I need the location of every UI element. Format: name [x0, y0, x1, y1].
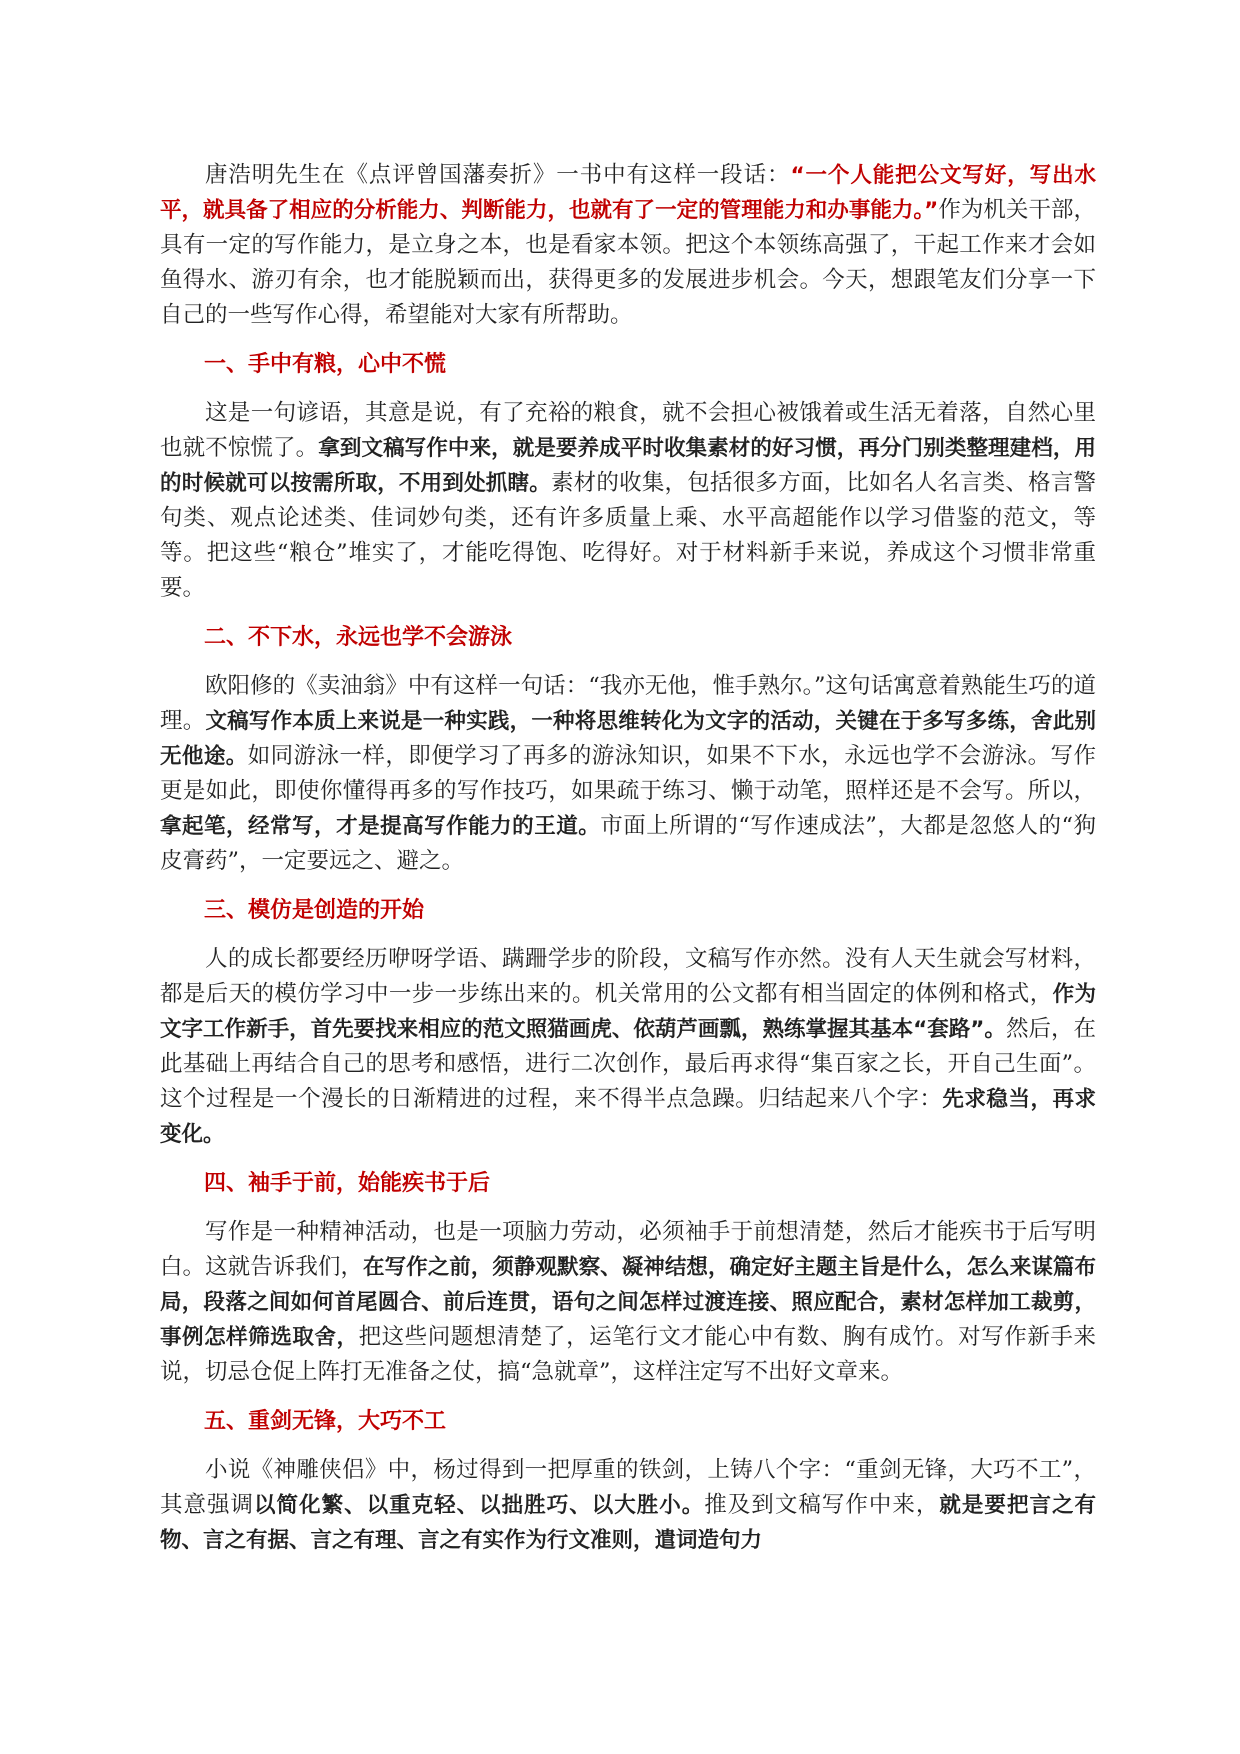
s2-bold-1: 文稿写作本质上来说是一种实践，一种将思维转化为文字的活动，关键在于多写多练，舍此别无他途。 [160, 709, 1096, 769]
s5-text-1: 小说《神雕侠侣》中，杨过得到一把厚重的铁剑，上铸八个字：“重剑无锋，大巧不工”，其意强调 [160, 1457, 1096, 1518]
s2-text-1: 欧阳修的《卖油翁》中有这样一句话：“我亦无他，惟手熟尔。”这句话寓意着熟能生巧的道理。 [160, 673, 1096, 734]
intro-red-quote: “一个人能把公文写好，写出水平，就具备了相应的分析能力、判断能力，也就有了一定的管理能力和办事能力。” [160, 163, 1096, 223]
s1-text-1: 这是一句谚语，其意是说，有了充裕的粮食，就不会担心被饿着或生活无着落，自然心里也就不惊慌了。 [160, 400, 1096, 461]
section-1-heading: 一、手中有粮，心中不慌 [204, 352, 447, 377]
intro-text-1: 唐浩明先生在《点评曾国藩奏折》一书中有这样一段话： [205, 162, 791, 188]
s5-text-2: 推及到文稿写作中来， [704, 1492, 940, 1518]
s3-bold-2: 先求稳当，再求变化。 [160, 1087, 1096, 1147]
section-4-heading: 四、袖手于前，始能疾书于后 [204, 1171, 491, 1196]
section-3-paragraph [160, 942, 1096, 1152]
section-3-heading: 三、模仿是创造的开始 [204, 898, 425, 923]
s3-text-2: 然后，在此基础上再结合自己的思考和感悟，进行二次创作，最后再求得“集百家之长，开自己生面”。这个过程是一个漫长的日渐精进的过程，来不得半点急躁。归结起来八个字： [160, 1016, 1096, 1112]
s1-bold-1: 拿到文稿写作中来，就是要养成平时收集素材的好习惯，再分门别类整理建档，用的时候就可以按需所取，不用到处抓瞎。 [160, 436, 1096, 496]
s4-bold-1: 在写作之前，须静观默察、凝神结想，确定好主题主旨是什么，怎么来谋篇布局，段落之间如何首尾圆合、前后连贯，语句之间怎样过渡连接、照应配合，素材怎样加工裁剪，事例怎样筛选取舍， [160, 1255, 1096, 1350]
section-5-paragraph [160, 1453, 1096, 1558]
section-2-heading: 二、不下水，永远也学不会游泳 [204, 625, 513, 650]
intro-paragraph [160, 158, 1096, 333]
s2-bold-2: 拿起笔，经常写，才是提高写作能力的王道。 [160, 814, 601, 839]
section-4-paragraph [160, 1215, 1096, 1390]
s3-text-1: 人的成长都要经历咿呀学语、蹒跚学步的阶段，文稿写作亦然。没有人天生就会写材料，都是后天的模仿学习中一步一步练出来的。机关常用的公文都有相当固定的体例和格式， [160, 946, 1096, 1007]
s5-bold-1: 以简化繁、以重克轻、以拙胜巧、以大胜小。 [254, 1493, 705, 1518]
s2-text-3: 市面上所谓的“写作速成法”，大都是忽悠人的“狗皮膏药”，一定要远之、避之。 [160, 813, 1096, 874]
s4-text-2: 把这些问题想清楚了，运笔行文才能心中有数、胸有成竹。对写作新手来说，切忌仓促上阵打无准备之仗，搞“急就章”，这样注定写不出好文章来。 [160, 1324, 1096, 1385]
document-page [160, 158, 1096, 1572]
s5-bold-2: 就是要把言之有物、言之有据、言之有理、言之有实作为行文准则，遣词造句力 [160, 1493, 1096, 1553]
section-5-heading: 五、重剑无锋，大巧不工 [204, 1409, 447, 1434]
section-1-paragraph [160, 396, 1096, 606]
s4-text-1: 写作是一种精神活动，也是一项脑力劳动，必须袖手于前想清楚，然后才能疾书于后写明白。这就告诉我们， [160, 1219, 1096, 1280]
s1-text-2: 素材的收集，包括很多方面，比如名人名言类、格言警句类、观点论述类、佳词妙句类，还有许多质量上乘、水平高超能作以学习借鉴的范文，等等。把这些“粮仓”堆实了，才能吃得饱、吃得好。对于材料新手来说，养成这个习惯非常重要。 [160, 470, 1096, 601]
section-2-paragraph [160, 669, 1096, 879]
s2-text-2: 如同游泳一样，即便学习了再多的游泳知识，如果不下水，永远也学不会游泳。写作更是如此，即使你懂得再多的写作技巧，如果疏于练习、懒于动笔，照样还是不会写。所以， [160, 743, 1096, 804]
s3-bold-1: 作为文字工作新手，首先要找来相应的范文照猫画虎、依葫芦画瓢，熟练掌握其基本“套路”。 [160, 982, 1096, 1042]
intro-text-2: 作为机关干部，具有一定的写作能力，是立身之本，也是看家本领。把这个本领练高强了，干起工作来才会如鱼得水、游刃有余，也才能脱颖而出，获得更多的发展进步机会。今天，想跟笔友们分享一下自己的一些写作心得，希望能对大家有所帮助。 [160, 197, 1096, 328]
